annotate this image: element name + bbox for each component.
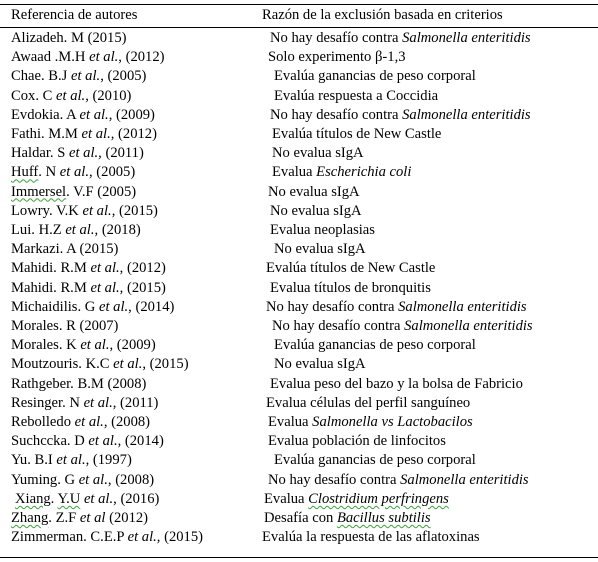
table-row xyxy=(0,355,598,374)
exclusion-reason-segment: Salmonella enteritidis xyxy=(402,106,531,123)
author-reference-segment: . V.F (2005) xyxy=(66,183,137,200)
author-reference-cell xyxy=(11,67,146,86)
author-reference-segment: Lui. H.Z xyxy=(11,222,66,238)
author-reference-segment: Cox. C xyxy=(11,87,57,104)
author-reference-segment: et al xyxy=(79,510,106,526)
author-reference-segment: Yu. B.I xyxy=(11,452,57,469)
exclusion-reason-segment: Evalúa títulos de New Castle xyxy=(266,260,436,277)
author-reference-segment: et al. xyxy=(113,356,143,373)
author-reference-segment: et al. xyxy=(68,145,99,162)
author-reference-segment: . Z.F xyxy=(48,510,80,526)
author-reference-cell xyxy=(11,48,165,67)
exclusion-reason-cell xyxy=(272,317,533,336)
author-reference-segment: , (2012) xyxy=(118,49,165,66)
author-reference-segment: , (2009) xyxy=(108,106,155,123)
exclusion-reason-cell xyxy=(270,29,531,48)
exclusion-reason-segment: Solo experimento β-1,3 xyxy=(268,49,406,66)
author-reference-cell xyxy=(11,355,189,374)
exclusion-reason-cell xyxy=(264,490,449,509)
exclusion-reason-segment: No hay desafío contra xyxy=(270,30,403,46)
exclusion-reason-segment: Salmonella enteritidis xyxy=(404,318,533,334)
author-reference-segment: Resinger. N xyxy=(11,394,84,411)
author-reference-segment: Michaidilis. G xyxy=(11,298,99,315)
author-reference-segment: , (2008) xyxy=(103,414,151,430)
exclusion-reason-segment: No evalua sIgA xyxy=(268,183,360,200)
author-reference-cell xyxy=(11,317,118,336)
table-row xyxy=(0,451,598,470)
author-reference-cell xyxy=(11,336,156,355)
author-reference-segment: et al. xyxy=(71,68,101,85)
author-reference-segment: Evdokia. A xyxy=(11,106,80,123)
author-reference-segment: , (2015) xyxy=(156,529,204,546)
author-reference-segment: , (2012) xyxy=(119,260,166,277)
table-row xyxy=(0,375,598,394)
author-reference-segment: Rathgeber. B.M (2008) xyxy=(11,375,147,392)
author-reference-segment: , (2014) xyxy=(128,298,175,315)
header-reason: Razón de la exclusión basada en criterios xyxy=(262,7,503,23)
exclusion-reason-segment: No evalua sIgA xyxy=(274,356,366,373)
table-row xyxy=(0,298,598,317)
exclusion-reason-cell xyxy=(268,432,446,451)
exclusion-reason-cell xyxy=(264,509,431,528)
exclusion-reason-segment: Bacillus subtilis xyxy=(336,510,431,526)
exclusion-reason-cell xyxy=(268,48,406,67)
table-top-rule xyxy=(0,4,598,5)
exclusion-reason-segment: Evalúa respuesta a Coccidia xyxy=(274,87,439,104)
author-reference-segment: et al. xyxy=(88,433,118,450)
author-reference-cell xyxy=(11,528,203,547)
author-reference-segment: et al. xyxy=(56,452,86,469)
author-reference-segment: et al. xyxy=(80,337,110,354)
table-row xyxy=(0,183,598,202)
author-reference-cell xyxy=(11,471,154,490)
author-reference-cell xyxy=(11,144,144,163)
author-reference-cell xyxy=(11,432,164,451)
exclusion-reason-segment: No hay desafío contra xyxy=(270,106,403,123)
table-row xyxy=(0,394,598,413)
exclusion-reason-segment: Salmonella enteritidis xyxy=(402,30,531,46)
author-reference-segment: et al. xyxy=(65,222,95,238)
table-row xyxy=(0,106,598,125)
author-reference-segment: et al. xyxy=(78,471,108,488)
author-reference-segment: , (2012) xyxy=(110,126,157,142)
author-reference-cell xyxy=(11,413,150,432)
author-reference-segment: Morales. R (2007) xyxy=(11,318,119,334)
exclusion-reason-segment: No hay desafío contra xyxy=(272,318,405,334)
table-row xyxy=(0,317,598,336)
author-reference-segment: Markazi. A (2015) xyxy=(11,241,119,258)
exclusion-reason-cell xyxy=(270,202,362,221)
author-reference-cell xyxy=(11,259,166,278)
author-reference-segment: , (2011) xyxy=(112,394,159,411)
exclusion-reason-cell xyxy=(262,528,480,547)
table-row xyxy=(0,67,598,86)
exclusion-reason-cell xyxy=(272,125,441,144)
author-reference-segment: , (2015) xyxy=(119,279,166,296)
table-row xyxy=(0,471,598,490)
author-reference-segment: et al. xyxy=(90,260,120,277)
table-row xyxy=(0,413,598,432)
table-row xyxy=(0,432,598,451)
author-reference-segment: et al. xyxy=(127,529,157,546)
exclusion-reason-segment: Evalúa títulos de New Castle xyxy=(272,126,442,142)
exclusion-reason-cell xyxy=(268,413,473,432)
table-row xyxy=(0,509,598,528)
table-row xyxy=(0,259,598,278)
author-reference-segment: Y.U xyxy=(57,490,81,507)
exclusion-reason-segment: Evalua xyxy=(264,490,309,507)
author-reference-segment: et al. xyxy=(79,106,109,123)
exclusion-reason-segment: No hay desafío contra xyxy=(268,471,401,488)
author-reference-cell xyxy=(11,87,131,106)
author-reference-segment: Haldar. S xyxy=(11,145,69,162)
author-reference-cell xyxy=(15,490,159,509)
author-reference-segment: et al. xyxy=(81,126,111,142)
exclusion-reason-cell xyxy=(274,67,476,86)
author-reference-segment: et al. xyxy=(83,394,113,411)
exclusion-reason-segment: Evalua neoplasias xyxy=(270,222,375,238)
author-reference-cell xyxy=(11,163,135,182)
author-reference-cell xyxy=(11,394,158,413)
exclusion-reason-segment: Escherichia coli xyxy=(316,164,412,181)
author-reference-segment: Mahidi. R.M xyxy=(11,260,91,277)
author-reference-segment: , (1997) xyxy=(85,452,132,469)
exclusion-reason-segment: Evalúa la respuesta de las aflatoxinas xyxy=(262,529,480,546)
author-reference-segment: , (2010) xyxy=(85,87,132,104)
author-reference-cell xyxy=(11,375,146,394)
table-header-row xyxy=(0,6,598,25)
exclusion-reason-cell xyxy=(268,471,529,490)
author-reference-segment: et al. xyxy=(74,414,104,430)
table-row xyxy=(0,221,598,240)
table-row xyxy=(0,29,598,48)
exclusion-reason-segment: Evalua títulos de bronquitis xyxy=(270,279,431,296)
exclusion-reason-segment: Evalua xyxy=(272,164,317,181)
author-reference-segment: Immersel xyxy=(11,183,67,200)
table-row xyxy=(0,336,598,355)
exclusion-reason-cell xyxy=(272,163,411,182)
author-reference-segment: , (2008) xyxy=(107,471,155,488)
table-row xyxy=(0,144,598,163)
table-bottom-rule xyxy=(0,557,598,558)
table-row xyxy=(0,202,598,221)
author-reference-cell xyxy=(11,106,155,125)
author-reference-segment: Moutzouris. K.C xyxy=(11,356,114,373)
exclusion-reason-segment: Desafía con xyxy=(264,510,337,526)
author-reference-cell xyxy=(11,125,157,144)
exclusion-reason-cell xyxy=(272,144,364,163)
author-reference-cell xyxy=(11,298,174,317)
exclusion-reason-segment: Evalua población de linfocitos xyxy=(268,433,446,450)
author-reference-segment: . N xyxy=(38,164,60,181)
author-reference-segment: Huff xyxy=(11,164,39,181)
exclusion-reason-segment: No evalua sIgA xyxy=(274,241,366,258)
author-reference-segment: Lowry. V.K xyxy=(11,202,83,219)
exclusion-reason-cell xyxy=(274,355,366,374)
author-reference-segment: , (2015) xyxy=(111,202,158,219)
exclusion-reason-cell xyxy=(274,451,476,470)
author-reference-segment: Xiang xyxy=(15,490,51,507)
table-row xyxy=(0,490,598,509)
author-reference-segment: , (2018) xyxy=(94,222,141,238)
exclusion-reason-segment: Clostridium perfringens xyxy=(308,490,449,507)
author-reference-segment: (2012) xyxy=(105,510,149,526)
author-reference-cell xyxy=(11,279,166,298)
exclusion-reason-segment: Salmonella vs Lactobacilos xyxy=(312,414,473,430)
author-reference-cell xyxy=(11,202,158,221)
exclusion-reason-cell xyxy=(270,375,523,394)
exclusion-reason-cell xyxy=(270,279,431,298)
author-reference-segment: Morales. K xyxy=(11,337,81,354)
author-reference-segment: et al. xyxy=(89,49,119,66)
table-row xyxy=(0,125,598,144)
author-reference-segment: Suchccka. D xyxy=(11,433,89,450)
author-reference-segment: Yuming. G xyxy=(11,471,79,488)
author-reference-segment: . xyxy=(50,490,58,507)
author-reference-segment: et al. xyxy=(98,298,129,315)
exclusion-reason-segment: Salmonella enteritidis xyxy=(398,298,527,315)
exclusion-reason-cell xyxy=(268,183,360,202)
exclusion-reason-segment: Evalua xyxy=(268,414,313,430)
author-reference-segment: , (2005) xyxy=(100,68,147,85)
author-reference-cell xyxy=(11,240,118,259)
author-reference-cell xyxy=(11,509,148,528)
exclusion-reason-segment: Evalua células del perfil sanguíneo xyxy=(266,394,471,411)
author-reference-segment: Awaad .M.H xyxy=(11,49,90,66)
author-reference-cell xyxy=(11,183,136,202)
exclusion-reason-segment: Salmonella enteritidis xyxy=(400,471,529,488)
author-reference-segment: et al. xyxy=(82,202,112,219)
exclusion-reason-cell xyxy=(270,221,375,240)
exclusion-reason-segment: Evalúa ganancias de peso corporal xyxy=(274,452,476,469)
author-reference-segment: , (2015) xyxy=(142,356,189,373)
author-reference-segment: Chae. B.J xyxy=(11,68,71,85)
exclusion-reason-cell xyxy=(274,240,366,259)
exclusion-reason-segment: No evalua sIgA xyxy=(270,202,362,219)
table-row xyxy=(0,87,598,106)
author-reference-segment: Fathi. M.M xyxy=(11,126,82,142)
author-reference-segment: Rebolledo xyxy=(11,414,75,430)
author-reference-segment: , (2009) xyxy=(109,337,156,354)
author-reference-segment: et al. xyxy=(56,87,86,104)
author-reference-segment: Zhang xyxy=(11,510,49,526)
exclusion-reason-cell xyxy=(270,106,531,125)
exclusion-reason-cell xyxy=(266,259,435,278)
table-row xyxy=(0,279,598,298)
exclusion-reason-cell xyxy=(274,336,476,355)
author-reference-segment: Zimmerman. C.E.P xyxy=(11,529,128,546)
exclusion-reason-segment: Evalúa ganancias de peso corporal xyxy=(274,337,476,354)
exclusion-reason-segment: Evalúa ganancias de peso corporal xyxy=(274,68,476,85)
exclusion-reason-segment: Evalua peso del bazo y la bolsa de Fabricio xyxy=(270,375,523,392)
author-reference-segment: Alizadeh. M (2015) xyxy=(11,30,127,46)
header-rule xyxy=(0,27,598,28)
table-row xyxy=(0,48,598,67)
author-reference-segment: Mahidi. R.M xyxy=(11,279,91,296)
author-reference-cell xyxy=(11,221,141,240)
author-reference-segment: , (2005) xyxy=(88,164,136,181)
exclusion-reason-cell xyxy=(274,87,438,106)
exclusion-reason-segment: No evalua sIgA xyxy=(272,145,364,162)
author-reference-segment: , (2016) xyxy=(113,490,160,507)
author-reference-cell xyxy=(11,451,132,470)
author-reference-segment: , (2011) xyxy=(98,145,144,162)
exclusion-reason-segment: No hay desafío contra xyxy=(266,298,399,315)
exclusion-reason-cell xyxy=(266,298,527,317)
author-reference-segment: et al. xyxy=(90,279,120,296)
author-reference-segment: et al. xyxy=(59,164,89,181)
table-row xyxy=(0,240,598,259)
table-row xyxy=(0,163,598,182)
header-reference: Referencia de autores xyxy=(11,7,138,23)
author-reference-segment: , (2014) xyxy=(117,433,164,450)
table-row xyxy=(0,528,598,547)
author-reference-segment: et al. xyxy=(83,490,114,507)
author-reference-cell xyxy=(11,29,127,48)
exclusion-reason-cell xyxy=(266,394,470,413)
